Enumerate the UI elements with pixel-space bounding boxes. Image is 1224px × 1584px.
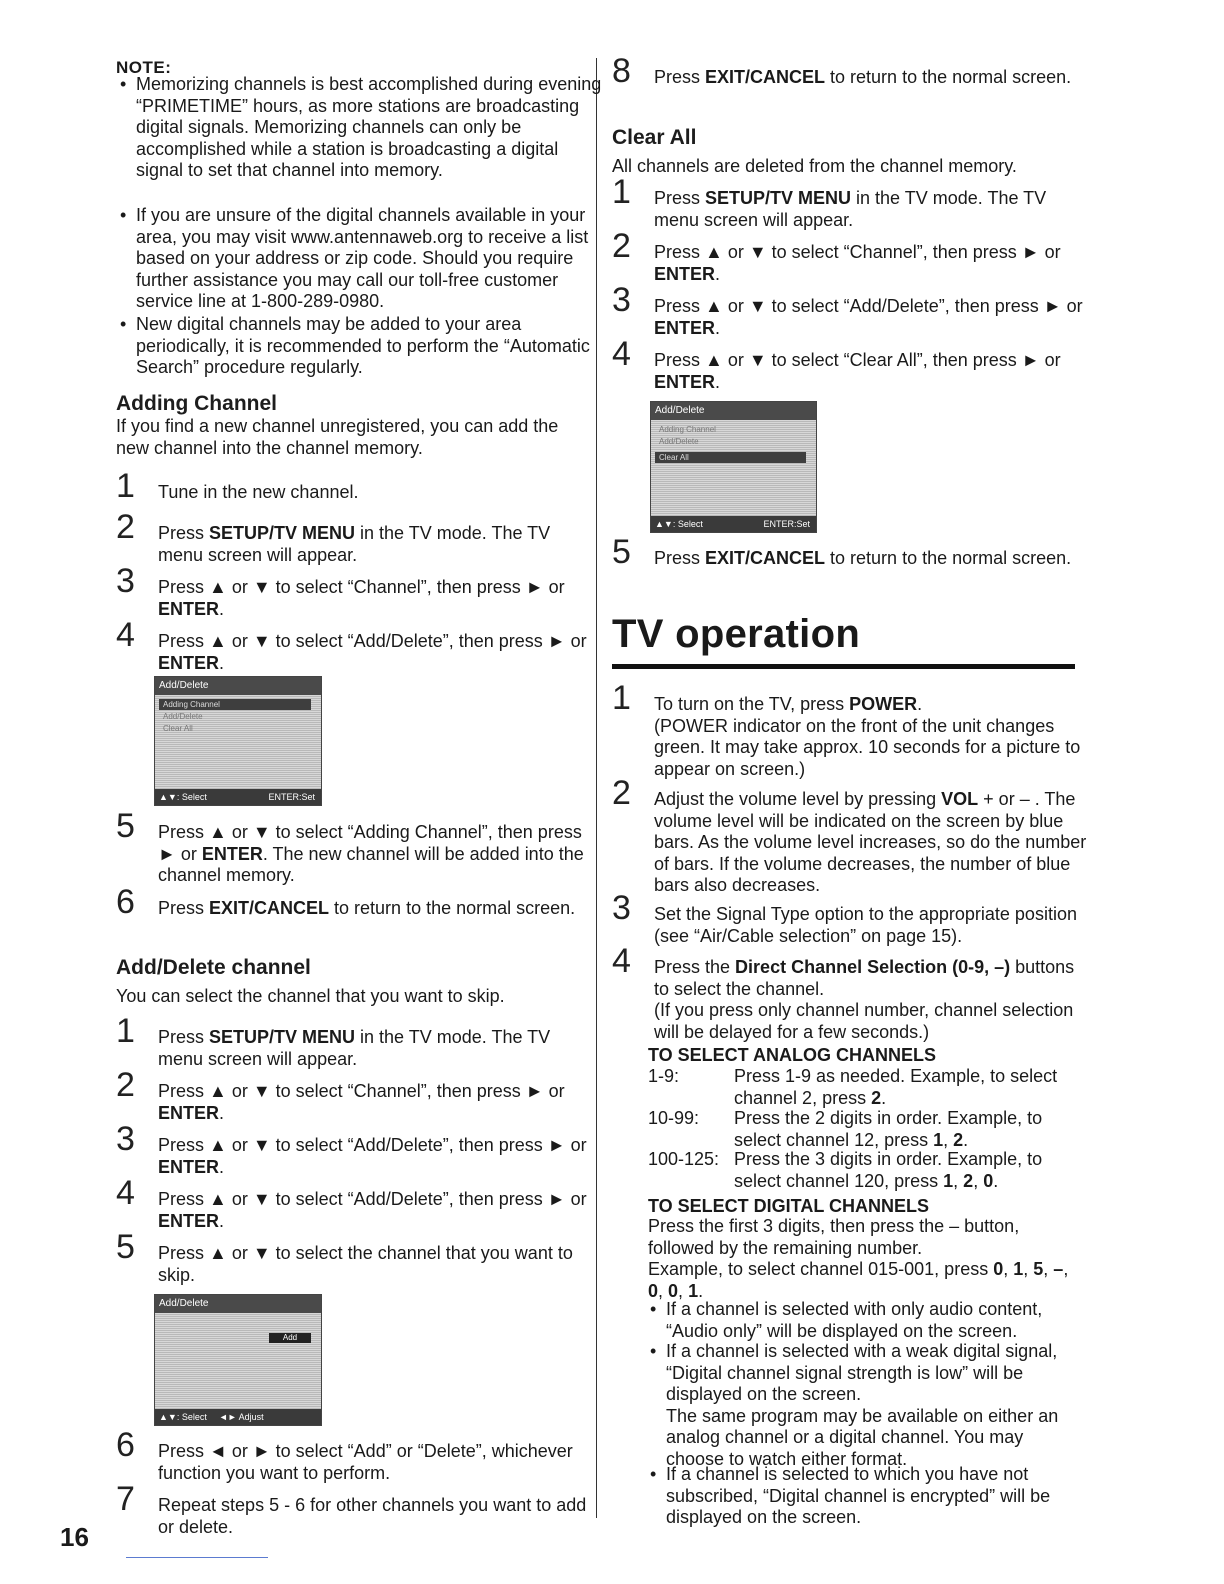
clear-all-intro: All channels are deleted from the channel memory. [612, 156, 1017, 176]
page-number: 16 [60, 1522, 89, 1552]
screen-title: Add/Delete [155, 677, 321, 695]
add-delete-screen [154, 1294, 322, 1426]
analog-heading: TO SELECT ANALOG CHANNELS [648, 1045, 937, 1065]
adding-step-6: 6 Press EXIT/CANCEL to return to the normal screen. [116, 883, 576, 921]
screen-item-2: Add/Delete [659, 437, 699, 446]
digital-heading: TO SELECT DIGITAL CHANNELS [648, 1196, 930, 1216]
clear-all-screen [650, 401, 817, 533]
add-delete-step-1: 1 Press SETUP/TV MENU in the TV mode. The TV menu screen will appear. [116, 1012, 551, 1069]
adding-step-2: 2 Press SETUP/TV MENU in the TV mode. The TV menu screen will appear. [116, 508, 551, 565]
digital-bullet-3: • If a channel is selected to which you have not subscribed, “Digital channel is encrypted” will be displayed on the screen. [646, 1464, 1076, 1529]
digital-text: Press the first 3 digits, then press the – button, followed by the remaining number. Example, to select channel 015-001, press 0, 1, 5, –, 0, 0, 1. [648, 1216, 1069, 1301]
add-delete-step-2: 2 Press ▲ or ▼ to select “Channel”, then press ► or ENTER. [116, 1066, 565, 1123]
analog-val-3: Press the 3 digits in order. Example, to select channel 120, press 1, 2, 0. [734, 1149, 1043, 1191]
tv-op-step-2: 2 Adjust the volume level by pressing VOL + or – . The volume level will be indicated on the screen by blue bars. As the volume level increases, so do the number of bars. If the volume decreases, the number of blue bars also decreases. [612, 774, 1087, 895]
screen-title: Add/Delete [651, 402, 816, 420]
digital-bullet-1: • If a channel is selected with only audio content, “Audio only” will be displayed on the screen. [646, 1299, 1076, 1342]
digital-bullet-2: • If a channel is selected with a weak digital signal, “Digital channel signal strength is low” will be displayed on the screen. The same program may be available on either an analog channel or a digital channel. You may choose to watch either format. [646, 1341, 1076, 1470]
clear-all-step-4: 4 Press ▲ or ▼ to select “Clear All”, then press ► or ENTER. [612, 335, 1061, 392]
analog-key-2: 10-99: [648, 1108, 700, 1128]
screen-footer: ▲▼: Select ENTER:Set [651, 516, 816, 532]
clear-all-step-2: 2 Press ▲ or ▼ to select “Channel”, then press ► or ENTER. [612, 227, 1061, 284]
note-bullet-1: • Memorizing channels is best accomplished during evening “PRIMETIME” hours, as more stations are broadcasting digital signals. Memorizing channels can only be accomplished while a station is broadcasting a digital signal to set that channel into memory. [116, 74, 604, 182]
analog-key-3: 100-125: [648, 1149, 720, 1169]
add-delete-step-5: 5 Press ▲ or ▼ to select the channel that you want to skip. [116, 1228, 573, 1285]
tv-op-step-1: 1 To turn on the TV, press POWER. (POWER indicator on the front of the unit changes green. It may take approx. 10 seconds for a picture to appear on screen.) [612, 679, 1081, 779]
note-label: NOTE: [116, 58, 172, 77]
tv-operation-title: TV operation [612, 612, 861, 656]
add-delete-intro: You can select the channel that you want to skip. [116, 986, 505, 1006]
clear-all-heading: Clear All [612, 126, 697, 149]
add-delete-step-4: 4 Press ▲ or ▼ to select “Add/Delete”, then press ► or ENTER. [116, 1174, 587, 1231]
analog-val-2: Press the 2 digits in order. Example, to select channel 12, press 1, 2. [734, 1108, 1043, 1150]
screen-item-1: Adding Channel [163, 700, 220, 709]
adding-step-3: 3 Press ▲ or ▼ to select “Channel”, then press ► or ENTER. [116, 562, 565, 619]
add-delete-step-7: 7 Repeat steps 5 - 6 for other channels you want to add or delete. [116, 1480, 587, 1537]
clear-all-step-3: 3 Press ▲ or ▼ to select “Add/Delete”, then press ► or ENTER. [612, 281, 1083, 338]
add-delete-step-8: 8 Press EXIT/CANCEL to return to the normal screen. [612, 52, 1072, 90]
adding-channel-intro: If you find a new channel unregistered, you can add the new channel into the channel memory. [116, 416, 559, 458]
analog-val-1: Press 1-9 as needed. Example, to select channel 2, press 2. [734, 1066, 1058, 1108]
tv-op-step-3: 3 Set the Signal Type option to the appropriate position (see “Air/Cable selection” on page 15). [612, 889, 1077, 946]
screen-footer: ▲▼: Select ENTER:Set [155, 789, 321, 805]
add-delete-step-6: 6 Press ◄ or ► to select “Add” or “Delete”, whichever function you want to perform. [116, 1426, 573, 1483]
screen-title: Add/Delete [155, 1295, 321, 1313]
add-tag: Add [269, 1333, 311, 1343]
analog-key-1: 1-9: [648, 1066, 680, 1086]
screen-item-3: Clear All [163, 724, 193, 733]
add-delete-heading: Add/Delete channel [116, 956, 311, 979]
screen-item-2: Add/Delete [163, 712, 203, 721]
screen-item-1: Adding Channel [659, 425, 716, 434]
adding-channel-heading: Adding Channel [116, 392, 277, 415]
adding-step-4: 4 Press ▲ or ▼ to select “Add/Delete”, then press ► or ENTER. [116, 616, 587, 673]
screen-item-3: Clear All [659, 453, 689, 462]
clear-all-step-1: 1 Press SETUP/TV MENU in the TV mode. The TV menu screen will appear. [612, 173, 1047, 230]
adding-step-5: 5 Press ▲ or ▼ to select “Adding Channel”, then press ► or ENTER. The new channel will be added into the channel memory. [116, 807, 584, 885]
screen-footer: ▲▼: Select ◄► Adjust [155, 1409, 321, 1425]
add-delete-step-3: 3 Press ▲ or ▼ to select “Add/Delete”, then press ► or ENTER. [116, 1120, 587, 1177]
footer-line [126, 1557, 268, 1558]
title-rule [612, 664, 1075, 669]
tv-op-step-4: 4 Press the Direct Channel Selection (0-9, –) buttons to select the channel. (If you press only channel number, channel selection will be delayed for a few seconds.) [612, 942, 1075, 1042]
adding-step-1: 1 Tune in the new channel. [116, 467, 359, 505]
clear-all-step-5: 5 Press EXIT/CANCEL to return to the normal screen. [612, 533, 1072, 571]
note-bullet-2: • If you are unsure of the digital channels available in your area, you may visit www.antennaweb.org to receive a list based on your address or zip code. Should you require further assistance you may call our toll-free customer service line at 1-800-289-0980. [116, 205, 604, 313]
adding-channel-screen [154, 676, 322, 806]
note-bullet-3: • New digital channels may be added to your area periodically, it is recommended to perform the “Automatic Search” procedure regularly. [116, 314, 604, 379]
